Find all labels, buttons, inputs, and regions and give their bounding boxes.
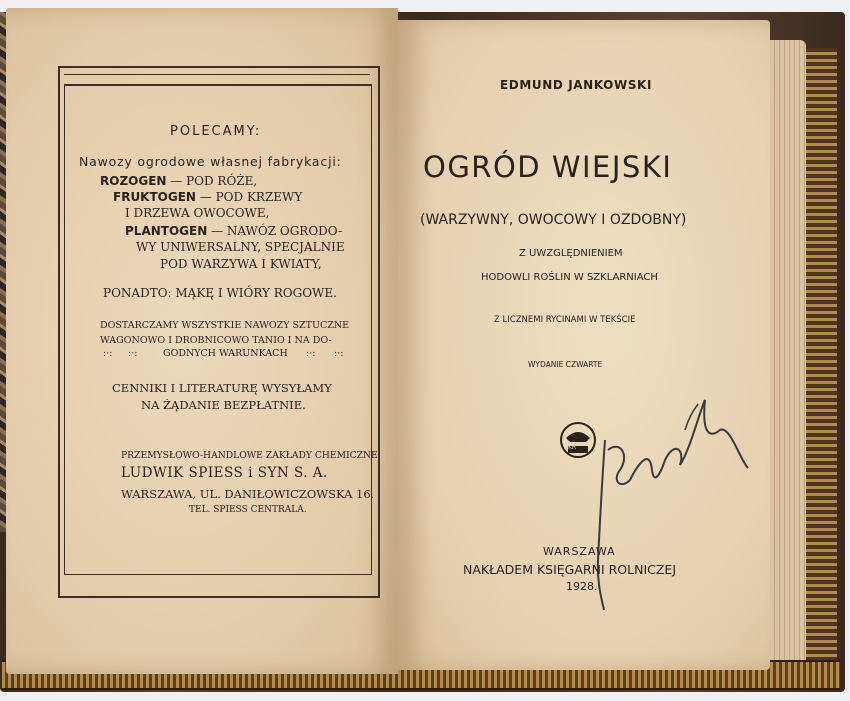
book-title: OGRÓD WIEJSKI (423, 150, 673, 184)
company-type: PRZEMYSŁOWO-HANDLOWE ZAKŁADY CHEMICZNE (121, 450, 378, 461)
ad-catalog-line: CENNIKI I LITERATURĘ WYSYŁAMY (112, 381, 332, 395)
ad-extra: PONADTO: MĄKĘ I WIÓRY ROGOWE. (103, 286, 337, 300)
product-line: WY UNIWERSALNY, SPECJALNIE (136, 240, 345, 254)
ad-catalog-line: NA ŻĄDANIE BEZPŁATNIE. (141, 398, 306, 412)
ad-supply-dots: :·: (128, 348, 138, 359)
edition-note: WYDANIE CZWARTE (528, 360, 603, 369)
ad-intro: Nawozy ogrodowe własnej fabrykacji: (79, 154, 342, 169)
product-line: POD WARZYWA I KWIATY, (160, 257, 322, 271)
ad-supply-dots: :·: (334, 348, 344, 359)
product-name: FRUKTOGEN (113, 190, 196, 204)
product-line: I DRZEWA OWOCOWE, (125, 206, 270, 220)
publisher-name: NAKŁADEM KSIĘGARNI ROLNICZEJ (463, 562, 677, 577)
title-note: Z UWZGLĘDNIENIEM (519, 248, 623, 259)
publisher-city: WARSZAWA (543, 545, 616, 558)
product-name: ROZOGEN (100, 174, 167, 188)
illustrations-note: Z LICZNEMI RYCINAMI W TEKŚCIE (494, 315, 636, 325)
product-fruktogen (113, 190, 302, 204)
product-rozogen (100, 174, 257, 188)
company-name: LUDWIK SPIESS i SYN S. A. (121, 465, 328, 481)
ad-frame-bottom-rule (64, 574, 370, 575)
title-note: HODOWLI ROŚLIN W SZKLARNIACH (481, 272, 658, 283)
product-text: — NAWÓZ OGRODO- (207, 224, 343, 238)
ad-supply-line: WAGONOWO I DROBNICOWO TANIO I NA DO- (100, 335, 332, 346)
product-plantogen (125, 224, 342, 238)
ad-supply-dots: :·: (306, 348, 316, 359)
ad-supply-line: DOSTARCZAMY WSZYSTKIE NAWOZY SZTUCZNE (100, 320, 350, 331)
ad-supply-dots: :·: (103, 348, 113, 359)
ad-supply-line: GODNYCH WARUNKACH (163, 348, 288, 359)
company-address: WARSZAWA, UL. DANIŁOWICZOWSKA 16. (121, 487, 375, 501)
publication-year: 1928. (566, 580, 598, 593)
author-name: EDMUND JANKOWSKI (500, 78, 653, 92)
book-subtitle: (WARZYWNY, OWOCOWY I OZDOBNY) (420, 212, 687, 228)
product-text: — POD RÓŻE, (166, 174, 258, 188)
publisher-logo-text: KR (568, 444, 577, 451)
ad-heading: POLECAMY: (170, 124, 262, 139)
ad-frame-top-rule (64, 74, 370, 75)
product-text: — POD KRZEWY (195, 190, 303, 204)
company-tel: TEL. SPIESS CENTRALA. (189, 505, 307, 515)
product-name: PLANTOGEN (125, 224, 208, 238)
